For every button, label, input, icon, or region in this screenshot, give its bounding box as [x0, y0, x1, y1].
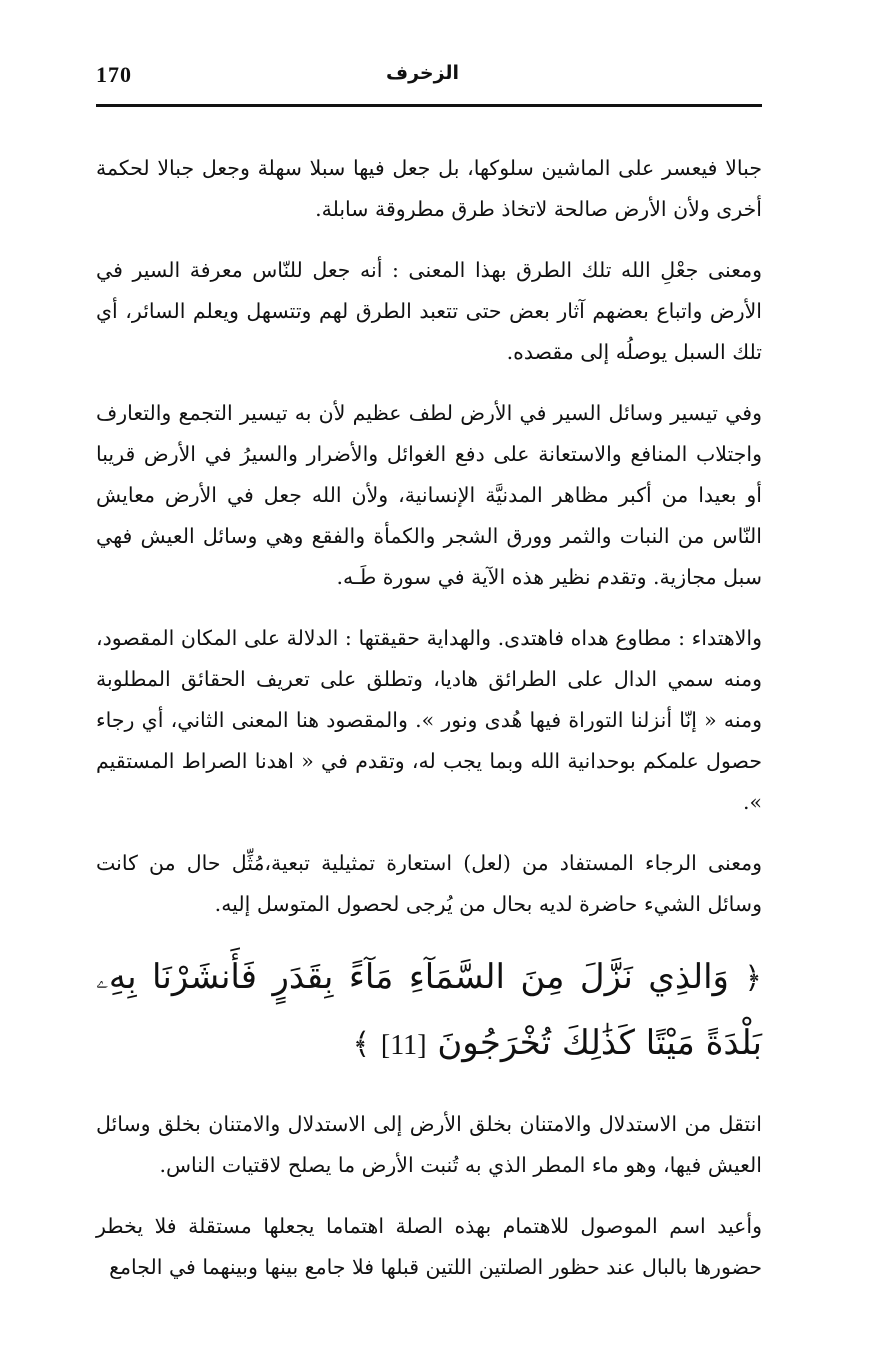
page-number: 170 [96, 62, 132, 87]
header-rule [96, 104, 762, 107]
running-title: الزخرف [386, 62, 460, 84]
paragraph: وفي تيسير وسائل السير في الأرض لطف عظيم لأن به تيسير التجمع والتعارف واجتلاب المنافع والاستعانة على دفع الغوائل والأضرار والسيرُ في الأرض قريبا أو بعيدا من أكبر مظاهر المدنيَّة الإنسانية، ولأن الله جعل في الأرض معايش النّاس من النبات والثمر وورق الشجر والكمأة والفقع وهي وسائل العيش فهي سبل مجازية. وتقدم نظير هذه الآية في سورة طَـه. [96, 401, 762, 589]
body-text [96, 148, 762, 1308]
paragraph: انتقل من الاستدلال والامتنان بخلق الأرض إلى الاستدلال والامتنان بخلق وسائل العيش فيها، وهو ماء المطر الذي به تُنبت الأرض ما يصلح لاقتيات الناس. [96, 1112, 762, 1177]
verse-text: وَالذِي نَزَّلَ مِنَ السَّمَآءِ مَآءً بِقَدَرٍ فَأَنشَرْنَا بِهِۦ بَلْدَةً مَيْتًا كَذَٰلِكَ تُخْرَجُونَ [96, 957, 762, 1063]
verse-number: [11] [380, 1030, 427, 1061]
paragraph: والاهتداء : مطاوع هداه فاهتدى. والهداية حقيقتها : الدلالة على المكان المقصود، ومنه سمي الدال على الطرائق هاديا، وتطلق على تعريف الحقائق المطلوبة ومنه « إنّا أنزلنا التوراة فيها هُدى ونور ». والمقصود هنا المعنى الثاني، أي رجاء حصول علمكم بوحدانية الله وبما يجب له، وتقدم في « اهدنا الصراط المستقيم ». [96, 626, 762, 814]
quran-verse [96, 945, 762, 1078]
paragraph: وأعيد اسم الموصول للاهتمام بهذه الصلة اهتماما يجعلها مستقلة فلا يخطر حضورها بالبال عند حظور الصلتين اللتين قبلها فلا جامع بينها وبينهما في الجامع [96, 1214, 762, 1279]
paragraph: ومعنى جعْلِ الله تلك الطرق بهذا المعنى : أنه جعل للنّاس معرفة السير في الأرض واتباع بعضهم آثار بعض حتى تتعبد الطرق لهم وتتسهل ويعلم السائر، أي تلك السبل يوصلُه إلى مقصده. [96, 258, 762, 364]
verse-close-bracket: ﴾ [352, 1027, 371, 1062]
page-header [96, 56, 762, 102]
paragraph: ومعنى الرجاء المستفاد من (لعل) استعارة تمثيلية تبعية،مُثِّل حال من كانت وسائل الشيء حاضرة لديه بحال من يُرجى لحصول المتوسل إليه. [96, 851, 762, 916]
verse-open-bracket: ﴿ [744, 961, 762, 996]
paragraph: جبالا فيعسر على الماشين سلوكها، بل جعل فيها سبلا سهلة وجعل جبالا لحكمة أخرى ولأن الأرض صالحة لاتخاذ طرق مطروقة سابلة. [96, 156, 762, 221]
